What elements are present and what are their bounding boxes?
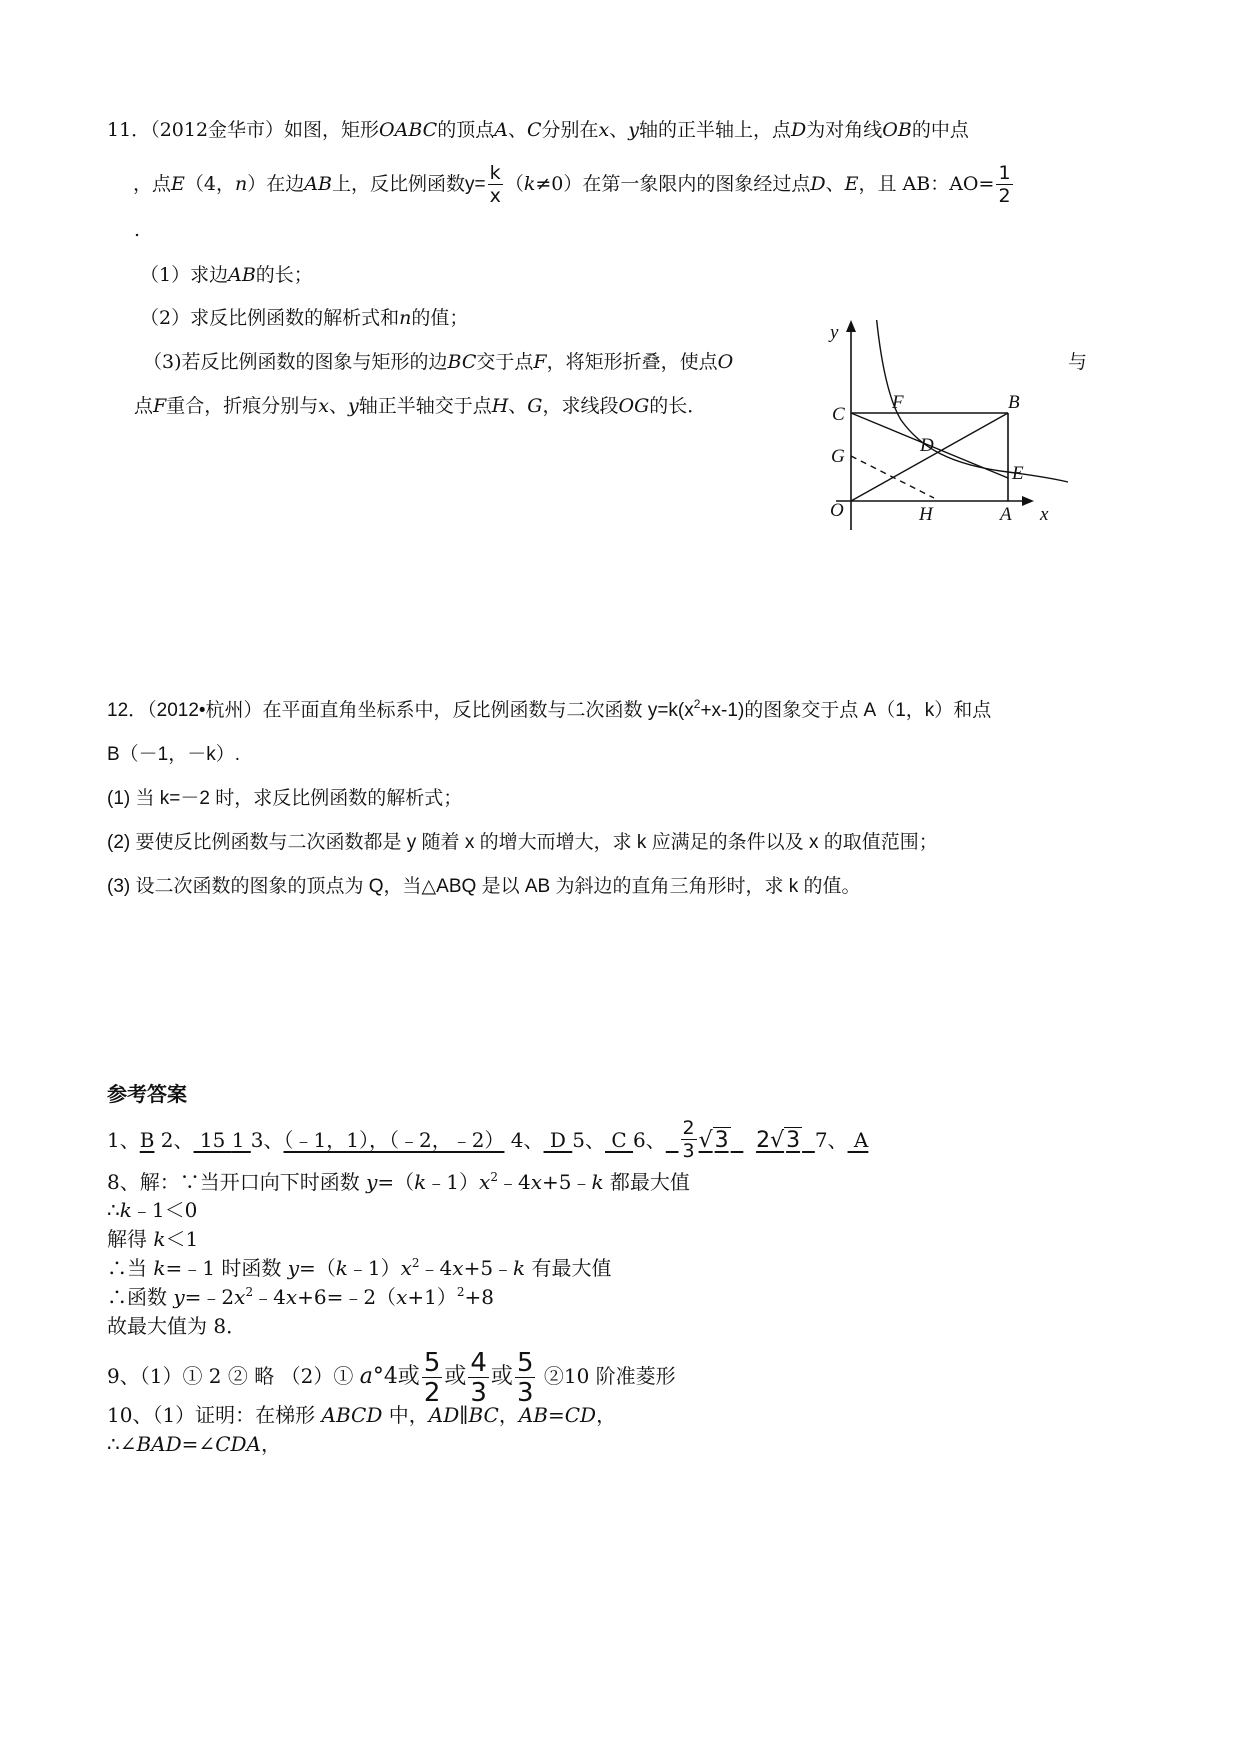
text: +8 xyxy=(464,1285,494,1309)
text: =（ xyxy=(299,1256,336,1280)
q8-line1 xyxy=(107,1170,690,1194)
q8-line2 xyxy=(107,1198,197,1222)
text: 或 xyxy=(490,1364,513,1389)
text: AB xyxy=(228,264,256,286)
fraction-one-half xyxy=(996,164,1012,206)
answer-5: C xyxy=(605,1128,634,1152)
text: y xyxy=(287,1256,299,1280)
answer-6b xyxy=(756,1128,815,1152)
text: x xyxy=(479,1170,491,1194)
text: y xyxy=(173,1285,185,1309)
text: 中， xyxy=(382,1403,429,1427)
text: +6=﹣2（ xyxy=(297,1285,397,1309)
text: 6、 xyxy=(633,1128,666,1152)
text: 有最大值 xyxy=(525,1256,612,1280)
text: k xyxy=(414,1170,427,1194)
text: 交于点 xyxy=(476,351,534,373)
text: x xyxy=(318,395,329,417)
superscript: 2 xyxy=(456,1285,465,1299)
text: ≠0）在第一象限内的图象经过点 xyxy=(535,173,811,195)
answer-3: （﹣1，1），（﹣2，﹣2） xyxy=(283,1128,505,1152)
label-y: y xyxy=(830,322,839,343)
text: ， xyxy=(498,1403,519,1427)
text: ∥ xyxy=(459,1403,469,1427)
text: 分别在 xyxy=(541,119,599,141)
text: 1、 xyxy=(107,1128,140,1152)
text: D xyxy=(791,119,807,141)
text: =﹣2 xyxy=(184,1285,235,1309)
label-x: x xyxy=(1040,504,1049,525)
label-D: D xyxy=(920,435,934,456)
text: AB xyxy=(304,173,332,195)
q8-line6: 故最大值为 8． xyxy=(107,1314,247,1338)
text: 为对角线 xyxy=(806,119,883,141)
text: A xyxy=(494,119,508,141)
label-O: O xyxy=(830,500,844,521)
fraction-four-thirds xyxy=(468,1347,489,1408)
text: OB xyxy=(882,119,912,141)
text: ﹣4 xyxy=(253,1285,286,1309)
text: 2、 xyxy=(154,1128,194,1152)
text: E xyxy=(171,173,185,195)
question-number: 11． xyxy=(107,119,151,141)
text: y= xyxy=(464,174,486,195)
q11-part1 xyxy=(140,263,313,287)
text: k xyxy=(523,173,536,195)
q8-line4 xyxy=(107,1256,612,1280)
text: k xyxy=(591,1170,604,1194)
text: ﹣4 xyxy=(497,1170,531,1194)
text: 、 xyxy=(508,395,528,417)
text: AB=CD xyxy=(518,1403,597,1427)
text: y xyxy=(347,395,359,417)
text: 轴的正半轴上，点 xyxy=(639,119,792,141)
text: （1）求边 xyxy=(140,264,229,286)
text: x xyxy=(234,1285,246,1309)
text: 12．（2012•杭州）在平面直角坐标系中，反比例函数与二次函数 y=k(x xyxy=(107,700,694,721)
fraction-k-over-x xyxy=(488,164,503,206)
text: 5、 xyxy=(572,1128,606,1152)
text: x xyxy=(396,1285,408,1309)
answer-2b: 1 xyxy=(231,1128,251,1152)
text: BC xyxy=(447,351,477,373)
y-axis-arrow xyxy=(846,320,856,332)
text: ∴函数 xyxy=(107,1285,174,1309)
text: ＜1 xyxy=(165,1227,199,1251)
text: 都最大值 xyxy=(603,1170,690,1194)
answer-4: D xyxy=(543,1128,573,1152)
radicand: 3 xyxy=(714,1128,729,1153)
answer-7: A xyxy=(847,1128,869,1152)
fold-line-GH xyxy=(851,456,934,498)
text: n xyxy=(234,173,248,195)
text: D xyxy=(810,173,826,195)
text: 、 xyxy=(328,395,348,417)
text: 解得 xyxy=(107,1227,154,1251)
text: y xyxy=(628,119,639,141)
text: OG xyxy=(618,395,650,417)
q11-part3-yu: 与 xyxy=(1068,351,1088,373)
text: 3、 xyxy=(250,1128,284,1152)
text: =（ xyxy=(377,1170,415,1194)
q12-line2: B（－1，－k）. xyxy=(107,744,241,765)
text: =∠ xyxy=(181,1432,216,1456)
text: +5﹣ xyxy=(463,1256,514,1280)
q12-part2: (2) 要使反比例函数与二次函数都是 y 随着 x 的增大而增大，求 k 应满足的条件以及 x 的取值范围； xyxy=(107,832,938,853)
text: 点 xyxy=(134,395,154,417)
q12-line1 xyxy=(107,699,991,723)
superscript: 2 xyxy=(245,1285,254,1299)
numerator: 4 xyxy=(470,1347,487,1378)
text: ∴ xyxy=(107,1198,120,1222)
text: y xyxy=(366,1170,378,1194)
answer-2a: 15 xyxy=(193,1128,232,1152)
radicand: 3 xyxy=(786,1128,801,1153)
q8-line5 xyxy=(107,1285,494,1309)
text: ﹣1＜0 xyxy=(131,1198,198,1222)
text: k xyxy=(335,1256,348,1280)
text: ABCD xyxy=(321,1403,383,1427)
q12-part3: (3) 设二次函数的图象的顶点为 Q，当△ABQ 是以 AB 为斜边的直角三角形时，求 k 的值。 xyxy=(107,876,861,897)
text: 、 xyxy=(825,173,845,195)
q11-part3-line1 xyxy=(143,350,733,374)
text: E xyxy=(844,173,859,195)
text: 8、解：∵当开口向下时函数 xyxy=(107,1170,367,1194)
q11-trailing-dot: . xyxy=(134,219,141,241)
text: 、 xyxy=(507,119,527,141)
text: ∴当 xyxy=(107,1256,154,1280)
text: AD xyxy=(428,1403,460,1427)
text: CDA xyxy=(215,1432,261,1456)
q9-line xyxy=(107,1347,676,1406)
q11-part3-line2 xyxy=(134,394,706,418)
text: 的长． xyxy=(649,395,707,417)
label-E: E xyxy=(1012,463,1024,484)
denominator: 3 xyxy=(682,1140,695,1162)
answers-line1 xyxy=(107,1118,868,1163)
text: =﹣1 时函数 xyxy=(165,1256,288,1280)
q10-line1 xyxy=(107,1403,616,1427)
denominator: 3 xyxy=(516,1377,534,1408)
text: 7、 xyxy=(814,1128,848,1152)
diagonal-OB xyxy=(851,413,1008,501)
label-F: F xyxy=(892,392,904,413)
sqrt-symbol: √3 xyxy=(698,1128,729,1153)
text: k xyxy=(513,1256,526,1280)
label-A: A xyxy=(1000,504,1012,525)
text: 、 xyxy=(609,119,629,141)
numerator: 5 xyxy=(516,1347,534,1378)
text: ﹣4 xyxy=(419,1256,453,1280)
numerator: 5 xyxy=(423,1347,441,1378)
numerator: k xyxy=(488,164,503,185)
sqrt-symbol: √3 xyxy=(770,1128,801,1153)
text: ）在边 xyxy=(247,173,305,195)
text: 4、 xyxy=(504,1128,544,1152)
text: 重合，折痕分别与 xyxy=(166,395,319,417)
text: ， xyxy=(260,1432,281,1456)
text: x xyxy=(400,1256,412,1280)
text: （2）求反比例函数的解析式和 xyxy=(140,307,400,329)
denominator: 2 xyxy=(998,185,1011,207)
text: （2012金华市）如图，矩形 xyxy=(150,119,380,141)
fraction-two-thirds xyxy=(681,1119,697,1161)
q11-line2 xyxy=(133,161,1015,208)
denominator: x xyxy=(489,185,501,207)
text: BC xyxy=(468,1403,499,1427)
numerator: 1 xyxy=(998,162,1011,184)
q11-line1 xyxy=(107,118,969,142)
denominator: 2 xyxy=(423,1377,441,1408)
text: 的值； xyxy=(411,307,469,329)
q12-part1: (1) 当 k=－2 时，求反比例函数的解析式； xyxy=(107,788,463,809)
text: x xyxy=(285,1285,298,1309)
fraction-five-halves xyxy=(422,1347,443,1408)
fraction-five-thirds xyxy=(515,1347,536,1408)
text: 的顶点 xyxy=(437,119,495,141)
text: 上，反比例函数 xyxy=(331,173,465,195)
text: x xyxy=(598,119,610,141)
text: ，将矩形折叠，使点 xyxy=(546,351,718,373)
text: ②10 阶准菱形 xyxy=(537,1364,676,1388)
text: BAD xyxy=(136,1432,182,1456)
label-H: H xyxy=(919,504,933,525)
label-C: C xyxy=(832,404,845,425)
answer-6a xyxy=(666,1117,744,1162)
text: x xyxy=(452,1256,464,1280)
text: 或 xyxy=(444,1364,467,1389)
text: OABC xyxy=(379,119,438,141)
superscript: 2 xyxy=(490,1170,498,1184)
denominator: 3 xyxy=(470,1377,487,1408)
label-B: B xyxy=(1008,392,1020,413)
text: +5﹣ xyxy=(541,1170,592,1194)
text: x xyxy=(530,1170,542,1194)
text: k xyxy=(153,1256,166,1280)
q8-line3 xyxy=(107,1227,198,1251)
label-G: G xyxy=(831,446,845,467)
text: C xyxy=(526,119,542,141)
geometry-figure xyxy=(816,320,1080,542)
answers-heading: 参考答案 xyxy=(107,1084,187,1106)
text: H xyxy=(491,395,509,417)
text: ∴∠ xyxy=(107,1432,137,1456)
text: +x-1)的图象交于点 A（1，k）和点 xyxy=(700,700,992,721)
text: 10、（1）证明：在梯形 xyxy=(107,1403,322,1427)
text: （4， xyxy=(184,173,235,195)
text: 的中点 xyxy=(911,119,969,141)
text: ， xyxy=(596,1403,617,1427)
text: k xyxy=(153,1227,166,1251)
q10-line2 xyxy=(107,1432,281,1456)
text: k xyxy=(119,1198,132,1222)
answer-1: B xyxy=(139,1128,155,1152)
text: F xyxy=(153,395,167,417)
text: +1） xyxy=(407,1285,457,1309)
text: 的长； xyxy=(255,264,313,286)
text: ﹣1） xyxy=(426,1170,480,1194)
numerator: 2 xyxy=(682,1117,695,1139)
text: O xyxy=(717,351,734,373)
text: G xyxy=(527,395,543,417)
text: F xyxy=(533,351,547,373)
coefficient: 2 xyxy=(756,1128,771,1153)
x-axis-arrow xyxy=(1022,496,1034,506)
text: ，求线段 xyxy=(542,395,619,417)
text: a xyxy=(359,1364,373,1389)
superscript: 2 xyxy=(693,697,701,711)
text: ﹣1） xyxy=(347,1256,401,1280)
superscript: 2 xyxy=(411,1256,420,1270)
text: 轴正半轴交于点 xyxy=(358,395,492,417)
text: （3)若反比例函数的图象与矩形的边 xyxy=(143,351,448,373)
text: ，且 AB：AO= xyxy=(858,173,995,195)
text: ，点 xyxy=(133,173,172,195)
text: 9、（1）① 2 ② 略 （2）① xyxy=(107,1364,360,1388)
text: （ xyxy=(504,173,524,195)
text: n xyxy=(399,307,412,329)
q11-part2 xyxy=(140,306,468,330)
text: °4或 xyxy=(372,1364,420,1389)
